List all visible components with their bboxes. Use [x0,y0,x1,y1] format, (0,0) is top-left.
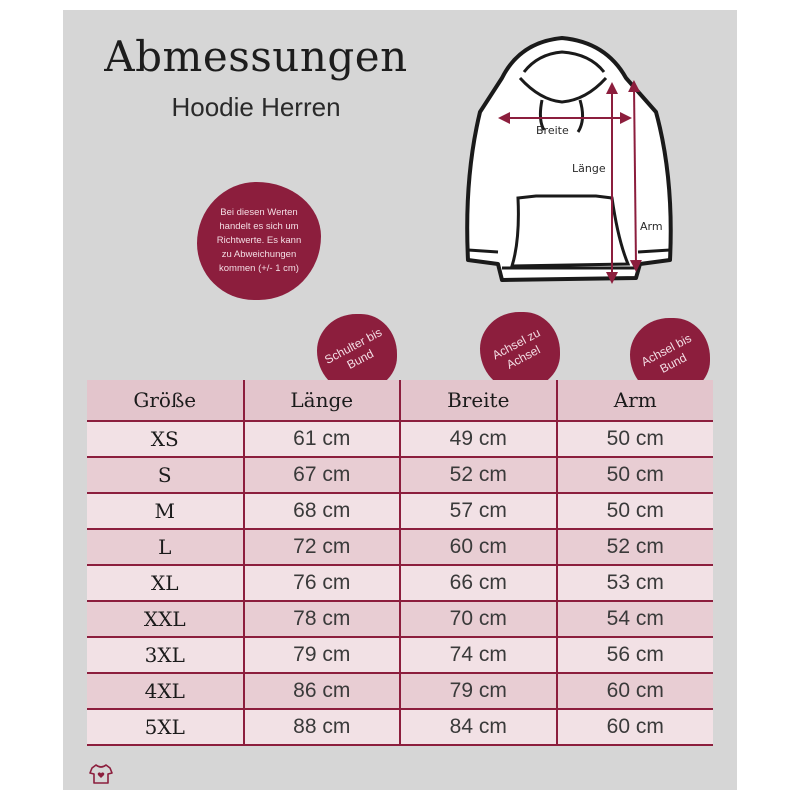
laenge-cell: 86 cm [244,673,401,709]
breite-cell: 60 cm [400,529,557,565]
breite-cell: 66 cm [400,565,557,601]
arm-cell: 52 cm [557,529,714,565]
arm-cell: 60 cm [557,673,714,709]
size-cell: 3XL [87,637,244,673]
header-cell: Länge [244,380,401,421]
header-cell: Arm [557,380,714,421]
size-cell: 5XL [87,709,244,745]
bubble-laenge-text: Schulter bis Bund [322,325,385,372]
size-cell: XXL [87,601,244,637]
laenge-cell: 78 cm [244,601,401,637]
page-subtitle: Hoodie Herren [171,92,341,122]
table-row [87,637,713,673]
table-row [87,565,713,601]
table-row [87,673,713,709]
table-row [87,601,713,637]
arm-cell: 60 cm [557,709,714,745]
table-row [87,709,713,745]
arm-cell: 50 cm [557,421,714,457]
breite-cell: 52 cm [400,457,557,493]
arm-cell: 56 cm [557,637,714,673]
arm-cell: 54 cm [557,601,714,637]
table-row [87,529,713,565]
size-table [87,380,713,746]
label-breite: Breite [536,124,569,137]
size-cell: S [87,457,244,493]
size-cell: XS [87,421,244,457]
header-cell: Breite [400,380,557,421]
bubble-breite-text: Achsel zu Achsel [489,325,543,372]
laenge-cell: 72 cm [244,529,401,565]
laenge-cell: 79 cm [244,637,401,673]
breite-cell: 70 cm [400,601,557,637]
header-cell: Größe [87,380,244,421]
hoodie-outline-icon [440,28,700,296]
bubble-breite [480,312,560,390]
label-laenge: Länge [572,162,606,175]
size-cell: XL [87,565,244,601]
breite-cell: 74 cm [400,637,557,673]
disclaimer-text: Bei diesen Werten handelt es sich um Richtwerte. Es kann zu Abweichungen kommen (+/- 1 cm) [216,207,302,274]
arm-cell: 50 cm [557,457,714,493]
table-row [87,493,713,529]
laenge-cell: 88 cm [244,709,401,745]
page-title: Abmessungen [104,32,408,81]
arm-cell: 53 cm [557,565,714,601]
laenge-cell: 61 cm [244,421,401,457]
breite-cell: 79 cm [400,673,557,709]
label-arm: Arm [640,220,663,233]
breite-cell: 84 cm [400,709,557,745]
breite-cell: 49 cm [400,421,557,457]
laenge-cell: 67 cm [244,457,401,493]
table-row [87,421,713,457]
laenge-cell: 76 cm [244,565,401,601]
size-cell: L [87,529,244,565]
laenge-cell: 68 cm [244,493,401,529]
size-cell: M [87,493,244,529]
breite-cell: 57 cm [400,493,557,529]
shirt-heart-logo-icon [89,763,113,785]
bubble-arm-text: Achsel bis Bund [638,330,694,376]
size-cell: 4XL [87,673,244,709]
table-row [87,457,713,493]
table-header-row [87,380,713,421]
arm-cell: 50 cm [557,493,714,529]
